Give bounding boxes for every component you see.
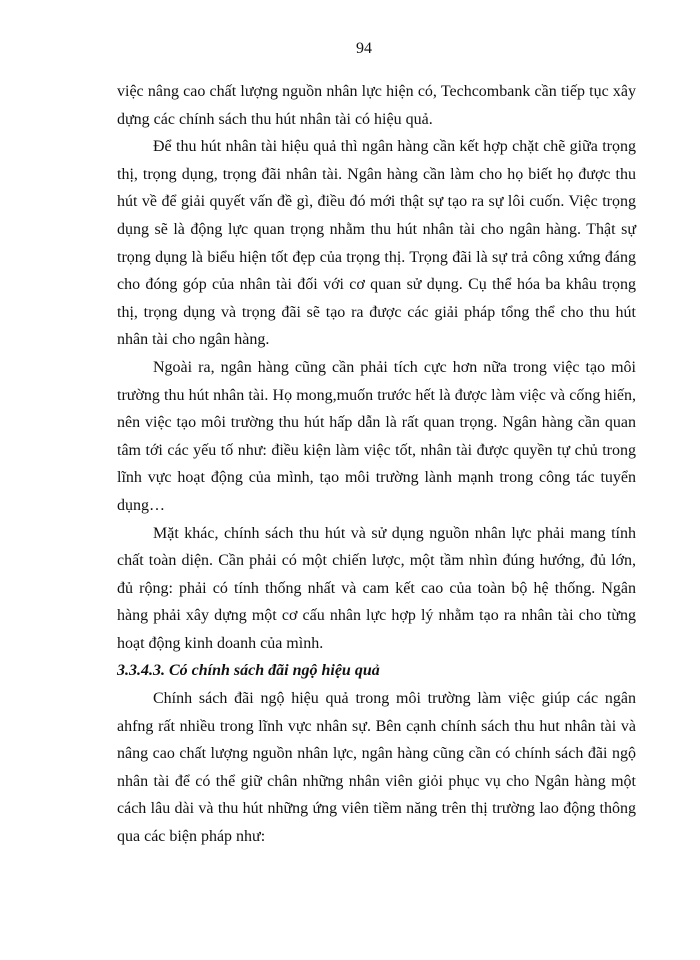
paragraph-talent-attraction: Để thu hút nhân tài hiệu quả thì ngân hàng cần kết hợp chặt chẽ giữa trọng thị, trọng dụng, trọng đãi nhân tài. Ngân hàng cần làm cho họ biết họ được thu hút về để giải quyết vấn đề gì, điều đó mới thật sự tạo ra sự lôi cuốn. Việc trọng dụng sẽ là động lực quan trọng nhằm thu hút nhân tài cho ngân hàng. Thật sự trọng dụng là biểu hiện tốt đẹp của trọng thị. Trọng đãi là sự trả công xứng đáng cho đóng góp của nhân tài đối với cơ quan sử dụng. Cụ thể hóa ba khâu trọng thị, trọng dụng và trọng đãi sẽ tạo ra được các giải pháp tổng thể cho thu hút nhân tài cho ngân hàng. xyxy=(117,138,636,349)
section-heading: 3.3.4.3. Có chính sách đãi ngộ hiệu quả xyxy=(117,662,380,680)
paragraph-comprehensive-policy: Mặt khác, chính sách thu hút và sử dụng nguồn nhân lực phải mang tính chất toàn diện. Cần phải có một chiến lược, một tầm nhìn đúng hướng, đủ lớn, đủ rộng: phải có tính thống nhất và cam kết cao của toàn bộ hệ thống. Ngân hàng phải xây dựng một cơ cấu nhân lực hợp lý nhằm tạo ra nhân tài cho từng hoạt động kinh doanh của mình. xyxy=(117,524,636,652)
paragraph-work-environment: Ngoài ra, ngân hàng cũng cần phải tích cực hơn nữa trong việc tạo môi trường thu hút nhân tài. Họ mong,muốn trước hết là được làm việc và cống hiến, nên việc tạo môi trường thu hút hấp dẫn là rất quan trọng. Ngân hàng cần quan tâm tới các yếu tố như: điều kiện làm việc tốt, nhân tài được quyền tự chủ trong lĩnh vực hoạt động của mình, tạo môi trường lành mạnh trong công tác tuyển dụng… xyxy=(117,358,636,514)
paragraph-continuation: việc nâng cao chất lượng nguồn nhân lực hiện có, Techcombank cần tiếp tục xây dựng các chính sách thu hút nhân tài có hiệu quả. xyxy=(117,83,636,128)
page-number: 94 xyxy=(356,40,372,57)
paragraph-compensation-policy: Chính sách đãi ngộ hiệu quả trong môi trường làm việc giúp các ngân ahfng rất nhiều trong lĩnh vực nhân sự. Bên cạnh chính sách thu hut nhân tài và nâng cao chất lượng nguồn nhân lực, ngân hàng cũng cần có chính sách đãi ngộ nhân tài để có thể giữ chân những nhân viên giỏi phục vụ cho Ngân hàng một cách lâu dài và thu hút những ứng viên tiềm năng trên thị trường lao động thông qua các biện pháp như: xyxy=(117,690,636,846)
document-body xyxy=(117,78,636,851)
